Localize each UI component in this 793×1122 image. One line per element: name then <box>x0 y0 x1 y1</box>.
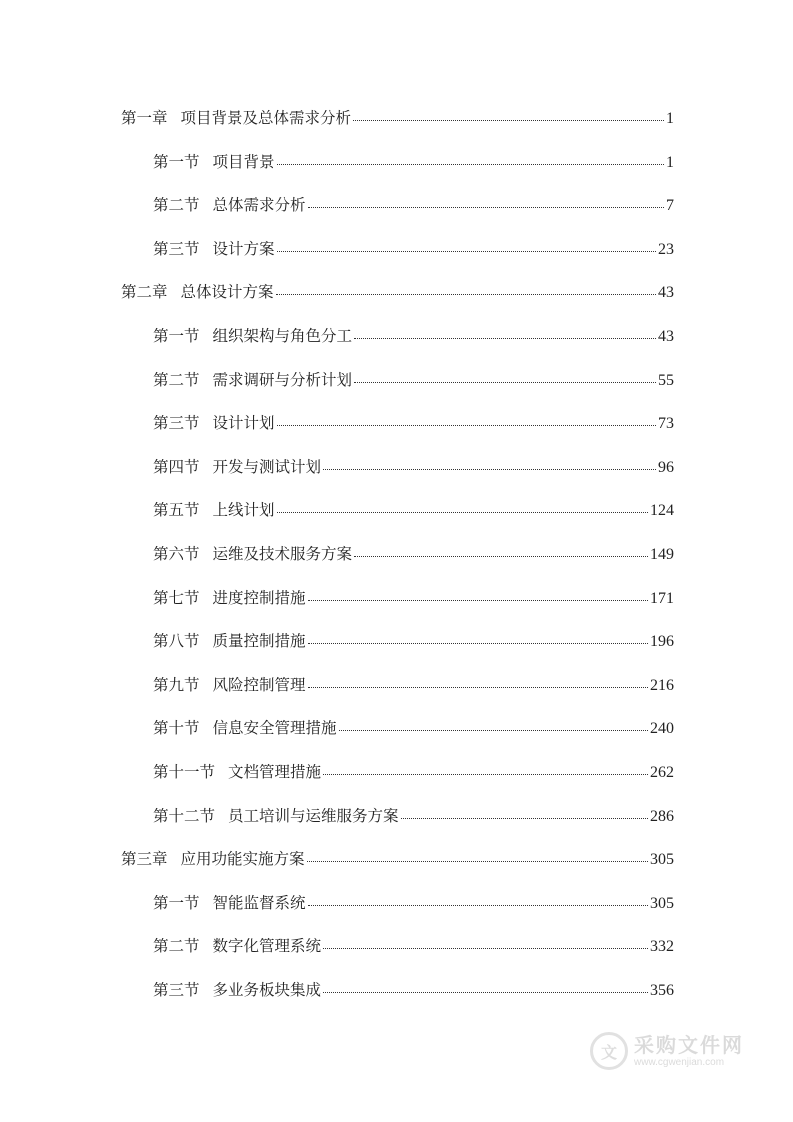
toc-chapter-row[interactable] <box>121 108 674 129</box>
toc-entry-title: 应用功能实施方案 <box>180 850 305 869</box>
toc-page-number: 332 <box>650 938 674 956</box>
toc-page-number: 240 <box>650 720 674 738</box>
toc-page-number: 216 <box>650 676 674 694</box>
toc-entry-title: 设计计划 <box>212 414 275 433</box>
toc-entry-title: 员工培训与运维服务方案 <box>228 806 399 825</box>
toc-entry-number: 第三节 <box>153 981 200 999</box>
toc-entry-number: 第一节 <box>153 152 200 171</box>
toc-section-row[interactable] <box>153 806 674 827</box>
toc-section-row[interactable] <box>153 152 674 173</box>
toc-section-row[interactable] <box>153 326 674 347</box>
toc-dot-leader <box>308 905 648 906</box>
toc-entry-title: 智能监督系统 <box>212 893 306 912</box>
toc-entry-number: 第六节 <box>153 545 200 563</box>
toc-entry-title: 项目背景 <box>212 152 275 171</box>
toc-chapter-row[interactable] <box>121 849 674 870</box>
toc-entry-number: 第四节 <box>153 457 200 476</box>
toc-section-row[interactable] <box>153 500 674 521</box>
toc-entry-number: 第五节 <box>153 501 200 520</box>
toc-page-number: 1 <box>666 153 674 171</box>
toc-entry-title: 上线计划 <box>212 501 275 520</box>
toc-dot-leader <box>277 425 656 426</box>
toc-page-number: 124 <box>650 502 674 520</box>
watermark <box>590 1026 760 1076</box>
toc-section-row[interactable] <box>153 370 674 391</box>
toc-dot-leader <box>354 338 656 339</box>
toc-section-row[interactable] <box>153 675 674 696</box>
toc-section-row[interactable] <box>153 239 674 260</box>
watermark-text <box>634 1033 744 1069</box>
toc-entry-title: 设计方案 <box>212 239 275 258</box>
toc-dot-leader <box>323 774 648 775</box>
toc-section-row[interactable] <box>153 413 674 434</box>
toc-dot-leader <box>308 687 648 688</box>
toc-entry-number: 第三节 <box>153 239 200 258</box>
toc-dot-leader <box>323 469 656 470</box>
toc-section-row[interactable] <box>153 980 674 1001</box>
toc-section-row[interactable] <box>153 718 674 739</box>
toc-dot-leader <box>323 948 648 949</box>
toc-page-number: 43 <box>658 328 674 345</box>
toc-entry-title: 风险控制管理 <box>212 675 306 694</box>
toc-section-row[interactable] <box>153 631 674 652</box>
toc-page-number: 356 <box>650 982 674 999</box>
toc-page-number: 73 <box>658 415 674 433</box>
toc-entry-number: 第二节 <box>153 370 200 389</box>
toc-section-row[interactable] <box>153 893 674 914</box>
toc-dot-leader <box>277 512 648 513</box>
toc-section-row[interactable] <box>153 762 674 783</box>
toc-section-row[interactable] <box>153 544 674 565</box>
toc-page-number: 55 <box>658 371 674 389</box>
toc-page-number: 149 <box>650 546 674 563</box>
toc-entry-number: 第二章 <box>121 283 168 302</box>
toc-entry-number: 第八节 <box>153 632 200 651</box>
toc-dot-leader <box>353 120 664 121</box>
toc-page-number: 43 <box>658 284 674 302</box>
toc-section-row[interactable] <box>153 457 674 478</box>
toc-entry-number: 第十节 <box>153 719 200 738</box>
toc-page-number: 262 <box>650 764 674 781</box>
toc-page-number: 286 <box>650 807 674 825</box>
toc-dot-leader <box>277 251 656 252</box>
toc-entry-number: 第十二节 <box>153 806 216 825</box>
toc-dot-leader <box>308 600 648 601</box>
toc-dot-leader <box>308 207 664 208</box>
toc-page-number: 1 <box>666 110 674 127</box>
watermark-url: www.cgwenjian.com <box>634 1057 725 1068</box>
toc-entry-title: 需求调研与分析计划 <box>212 370 353 389</box>
toc-dot-leader <box>323 992 648 993</box>
toc-entry-number: 第十一节 <box>153 763 216 781</box>
toc-section-row[interactable] <box>153 195 674 216</box>
toc-page-number: 7 <box>666 197 674 215</box>
toc-entry-title: 组织架构与角色分工 <box>212 327 353 345</box>
toc-entry-number: 第一节 <box>153 327 200 345</box>
toc-entry-title: 总体需求分析 <box>212 196 306 215</box>
toc-dot-leader <box>354 556 648 557</box>
toc-page-number: 23 <box>658 240 674 258</box>
toc-entry-title: 多业务板块集成 <box>212 981 322 999</box>
toc-entry-title: 质量控制措施 <box>212 632 306 651</box>
toc-entry-title: 文档管理措施 <box>228 763 322 781</box>
toc-entry-number: 第三节 <box>153 414 200 433</box>
toc-page-number: 305 <box>650 894 674 912</box>
watermark-logo-icon: 文 <box>590 1032 628 1070</box>
toc-entry-number: 第二节 <box>153 937 200 956</box>
toc-entry-number: 第二节 <box>153 196 200 215</box>
toc-page-number: 96 <box>658 458 674 476</box>
toc-section-row[interactable] <box>153 588 674 609</box>
toc-entry-number: 第一节 <box>153 893 200 912</box>
toc-page-number: 171 <box>650 589 674 607</box>
toc-dot-leader <box>307 861 648 862</box>
toc-page-number: 305 <box>650 851 674 869</box>
toc-entry-number: 第一章 <box>121 109 168 127</box>
toc-dot-leader <box>401 818 648 819</box>
toc-entry-title: 信息安全管理措施 <box>212 719 337 738</box>
toc-section-row[interactable] <box>153 936 674 957</box>
toc-dot-leader <box>276 294 656 295</box>
toc-chapter-row[interactable] <box>121 282 674 303</box>
toc-page-number: 196 <box>650 633 674 651</box>
toc-dot-leader <box>308 643 648 644</box>
toc-dot-leader <box>277 164 664 165</box>
toc-entry-title: 数字化管理系统 <box>212 937 322 956</box>
toc-entry-title: 进度控制措施 <box>212 588 306 607</box>
toc-dot-leader <box>339 730 648 731</box>
toc-dot-leader <box>354 382 656 383</box>
toc-entry-title: 项目背景及总体需求分析 <box>180 109 352 127</box>
toc-entry-title: 开发与测试计划 <box>212 457 322 476</box>
toc-entry-title: 运维及技术服务方案 <box>212 545 353 563</box>
toc-entry-number: 第三章 <box>121 850 168 869</box>
watermark-name: 采购文件网 <box>634 1033 744 1057</box>
toc-entry-number: 第七节 <box>153 588 200 607</box>
toc-entry-title: 总体设计方案 <box>180 283 274 302</box>
toc-entry-number: 第九节 <box>153 675 200 694</box>
